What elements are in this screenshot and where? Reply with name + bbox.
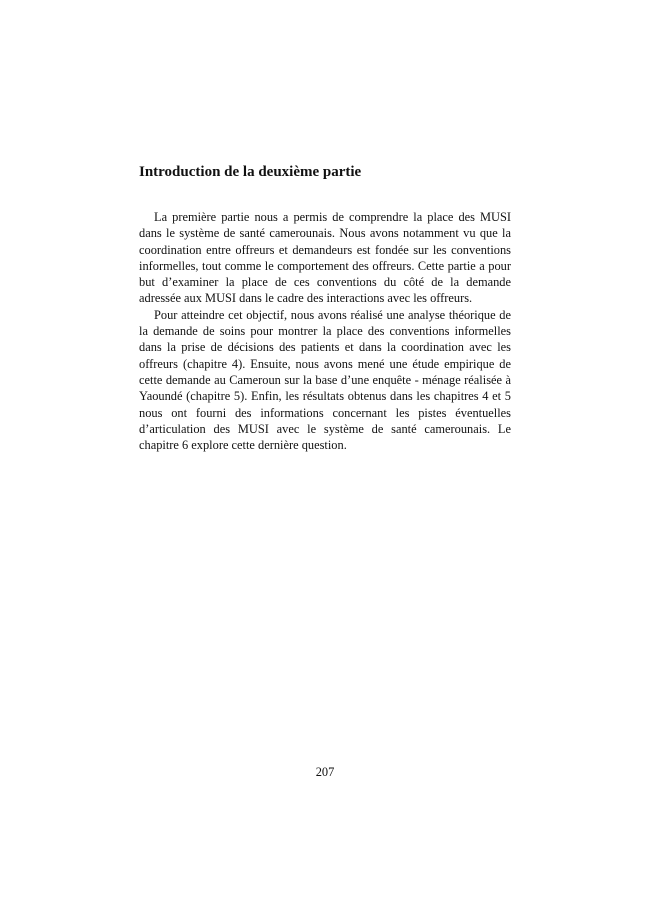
paragraph-1: La première partie nous a permis de comprendre la place des MUSI dans le système de santé camerounais. Nous avons notamment vu que la coordination entre offreurs et demandeurs est fondée sur les conventions informelles, tout comme le comportement des offreurs. Cette partie a pour but d’examiner la place de ces conventions du côté de la demande adressée aux MUSI dans le cadre des interactions avec les offreurs. bbox=[139, 210, 511, 306]
body-text bbox=[139, 209, 511, 453]
paragraph-2: Pour atteindre cet objectif, nous avons réalisé une analyse théorique de la demande de soins pour montrer la place des conventions informelles dans la prise de décisions des patients et dans la coordination avec les offreurs (chapitre 4). Ensuite, nous avons mené une étude empirique de cette demande au Cameroun sur la base d’une enquête - ménage réalisée à Yaoundé (chapitre 5). Enfin, les résultats obtenus dans les chapitres 4 et 5 nous ont fourni des informations concernant les pistes éventuelles d’articulation des MUSI avec le système de santé camerounais. Le chapitre 6 explore cette dernière question. bbox=[139, 307, 511, 453]
section-heading: Introduction de la deuxième partie bbox=[139, 164, 362, 180]
page-number: 207 bbox=[315, 765, 335, 779]
